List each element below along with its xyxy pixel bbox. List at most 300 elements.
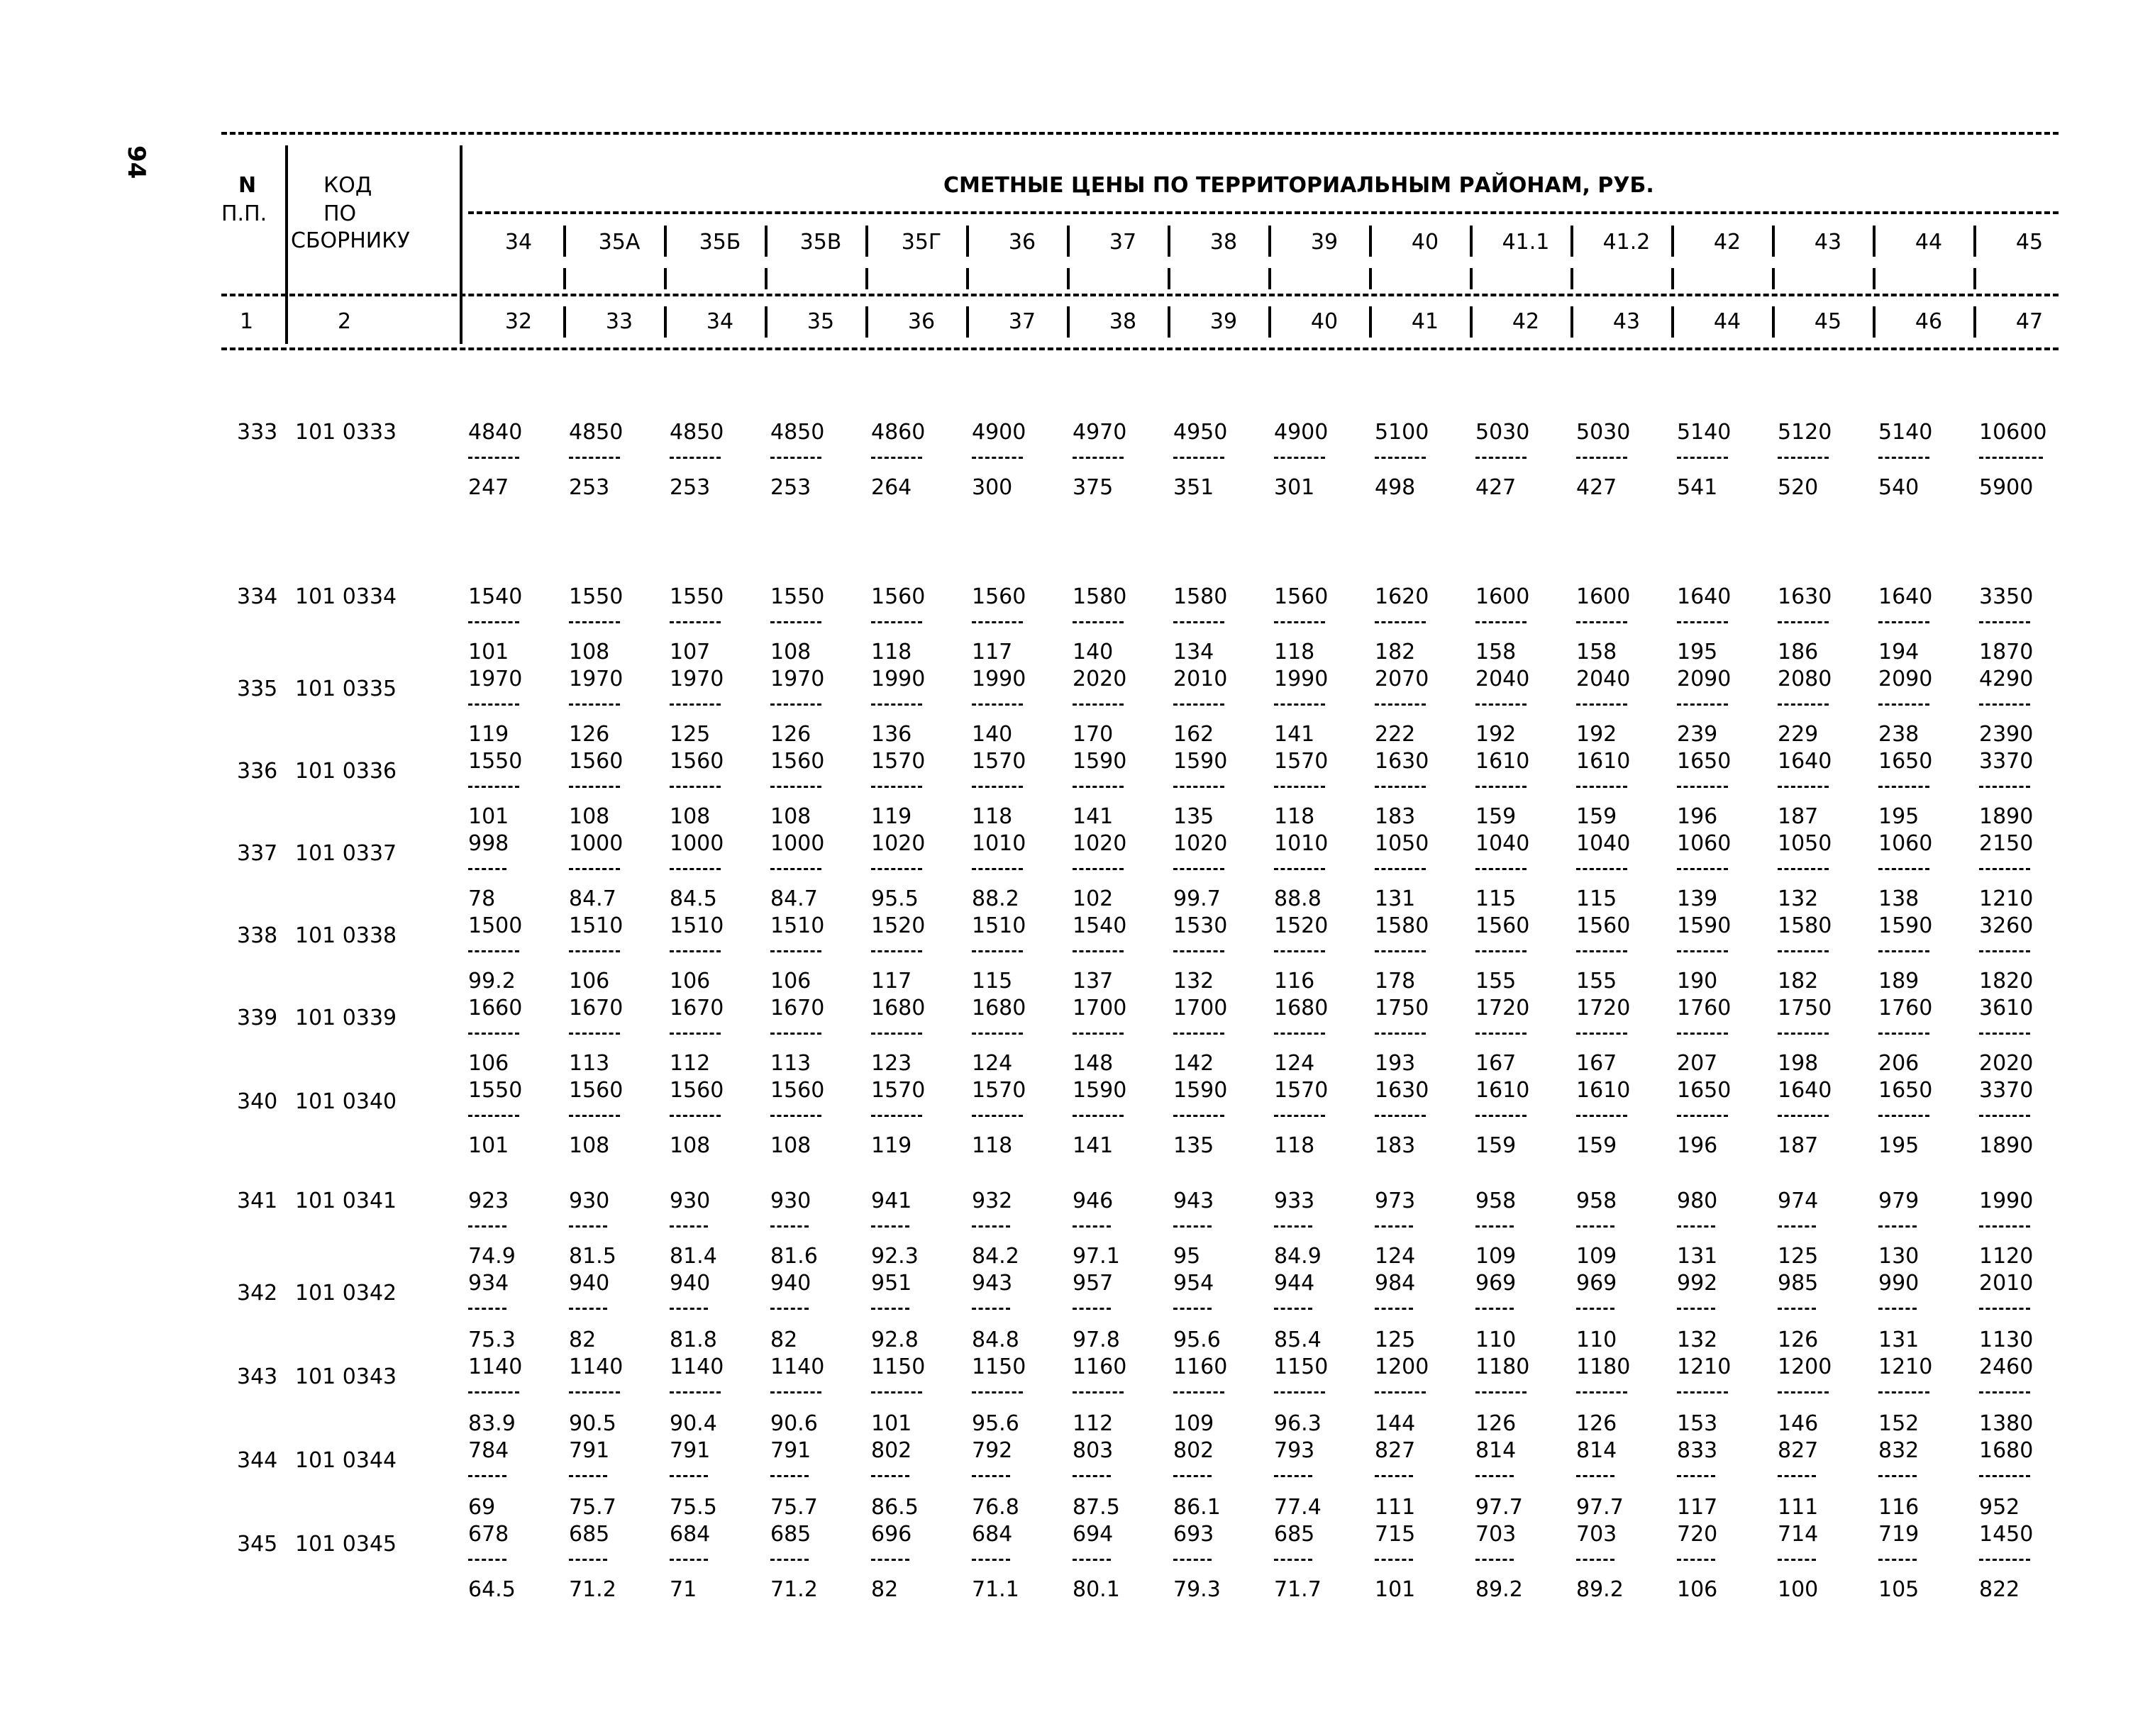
fraction-bar [770,1225,809,1228]
price-wage-cell: 1130 [1979,1328,2034,1352]
price-wage-cell: 375 [1073,475,1114,500]
price-wage-cell: 118 [1274,1133,1315,1158]
price-total-cell: 684 [670,1522,711,1547]
fraction-bar [1778,1475,1816,1477]
fraction-bar [1878,1475,1917,1477]
region-header-label: 38 [1209,230,1238,255]
fraction-bar [972,457,1023,459]
price-wage-cell: 126 [1576,1411,1617,1436]
price-total-cell: 1990 [1274,667,1329,691]
price-wage-cell: 124 [1375,1244,1416,1269]
price-wage-cell: 105 [1878,1577,1919,1602]
fraction-bar [1778,868,1829,870]
fraction-bar [670,621,721,623]
region-header-label: 40 [1411,230,1439,255]
fraction-bar [569,1115,620,1117]
fraction-bar [1778,1033,1829,1035]
fraction-bar [1576,1308,1614,1310]
price-total-cell: 1750 [1778,996,1832,1020]
price-total-cell: 1210 [1677,1354,1732,1379]
column-separator-middle [1973,268,1976,289]
price-wage-cell: 141 [1073,804,1114,829]
price-wage-cell: 84.9 [1274,1244,1322,1269]
price-total-cell: 1550 [569,584,624,609]
price-total-cell: 923 [468,1189,509,1213]
price-wage-cell: 2020 [1979,1051,2034,1076]
fraction-bar [1475,1391,1527,1393]
price-wage-cell: 142 [1173,1051,1214,1076]
fraction-bar [1576,457,1627,459]
price-wage-cell: 136 [871,722,912,747]
price-wage-cell: 190 [1677,969,1718,994]
column-separator-upper [1470,226,1473,257]
fraction-bar [1677,1115,1728,1117]
fraction-bar [1778,1391,1829,1393]
price-total-cell: 5030 [1576,420,1631,445]
fraction-bar [1878,1225,1917,1228]
price-total-cell: 814 [1475,1438,1517,1463]
price-wage-cell: 90.5 [569,1411,616,1436]
price-wage-cell: 113 [770,1051,811,1076]
price-total-cell: 1140 [670,1354,724,1379]
price-wage-cell: 106 [670,969,711,994]
price-total-cell: 1570 [871,1078,926,1103]
price-wage-cell: 71.2 [770,1577,818,1602]
price-wage-cell: 1820 [1979,969,2034,994]
fraction-bar [871,621,922,623]
price-total-cell: 2010 [1979,1271,2034,1296]
fraction-bar [1173,457,1224,459]
region-index-label: 41 [1411,309,1439,334]
price-wage-cell: 92.8 [871,1328,919,1352]
price-total-cell: 1700 [1173,996,1228,1020]
price-wage-cell: 186 [1778,640,1819,664]
header-col-kod2: ПО [323,201,357,226]
fraction-bar [1375,621,1426,623]
row-number: 345 [237,1532,278,1557]
price-total-cell: 979 [1878,1189,1919,1213]
price-wage-cell: 69 [468,1495,496,1520]
price-wage-cell: 64.5 [468,1577,516,1602]
price-wage-cell: 195 [1677,640,1718,664]
price-wage-cell: 123 [871,1051,912,1076]
price-wage-cell: 300 [972,475,1013,500]
fraction-bar [1173,1225,1212,1228]
price-wage-cell: 84.2 [972,1244,1019,1269]
price-total-cell: 930 [569,1189,610,1213]
price-total-cell: 1000 [569,831,624,856]
row-code: 101 0333 [295,420,397,445]
fraction-bar [1274,1308,1312,1310]
price-wage-cell: 158 [1475,640,1517,664]
fraction-bar [1778,621,1829,623]
price-total-cell: 1550 [468,749,523,774]
column-separator-middle [563,268,566,289]
column-separator-lower [765,306,768,338]
fraction-bar [670,1033,721,1035]
fraction-bar [468,457,519,459]
fraction-bar [1475,1559,1514,1561]
column-separator-middle [1369,268,1372,289]
row-number: 333 [237,420,278,445]
price-total-cell: 4850 [569,420,624,445]
fraction-bar [1073,1225,1111,1228]
price-wage-cell: 170 [1073,722,1114,747]
price-total-cell: 1990 [1979,1189,2034,1213]
price-total-cell: 4900 [1274,420,1329,445]
fraction-bar [972,1475,1010,1477]
fraction-bar [1979,950,2030,952]
row-number: 342 [237,1281,278,1306]
fraction-bar [1979,786,2030,788]
price-total-cell: 1150 [1274,1354,1329,1379]
price-wage-cell: 116 [1274,969,1315,994]
price-wage-cell: 193 [1375,1051,1416,1076]
price-wage-cell: 110 [1475,1328,1517,1352]
region-header-label: 42 [1713,230,1741,255]
price-total-cell: 944 [1274,1271,1315,1296]
price-wage-cell: 107 [670,640,711,664]
column-separator-lower [1470,306,1473,338]
price-wage-cell: 116 [1878,1495,1919,1520]
price-total-cell: 1540 [1073,913,1127,938]
price-wage-cell: 195 [1878,1133,1919,1158]
price-total-cell: 684 [972,1522,1013,1547]
fraction-bar [1878,1559,1917,1561]
fraction-bar [569,786,620,788]
price-total-cell: 1020 [871,831,926,856]
price-total-cell: 1010 [1274,831,1329,856]
column-separator-lower [563,306,566,338]
price-total-cell: 980 [1677,1189,1718,1213]
row-number: 337 [237,841,278,866]
price-total-cell: 10600 [1979,420,2047,445]
price-wage-cell: 101 [468,804,509,829]
price-total-cell: 685 [569,1522,610,1547]
fraction-bar [1475,457,1527,459]
price-wage-cell: 141 [1274,722,1315,747]
price-wage-cell: 126 [1778,1328,1819,1352]
price-wage-cell: 1380 [1979,1411,2034,1436]
price-total-cell: 1150 [972,1354,1026,1379]
fraction-bar [1475,786,1527,788]
fraction-bar [1878,950,1929,952]
fraction-bar [972,868,1023,870]
price-wage-cell: 106 [468,1051,509,1076]
fraction-bar [1778,950,1829,952]
row-code: 101 0338 [295,923,397,948]
price-wage-cell: 1870 [1979,640,2034,664]
price-wage-cell: 109 [1576,1244,1617,1269]
fraction-bar [1576,1475,1614,1477]
fraction-bar [770,1308,809,1310]
region-index-label: 46 [1915,309,1943,334]
price-wage-cell: 97.7 [1475,1495,1523,1520]
region-index-label: 47 [2015,309,2044,334]
price-wage-cell: 85.4 [1274,1328,1322,1352]
price-wage-cell: 77.4 [1274,1495,1322,1520]
fraction-bar [1979,1225,2030,1228]
fraction-bar [871,1115,922,1117]
price-wage-cell: 115 [1576,886,1617,911]
row-code: 101 0345 [295,1532,397,1557]
price-wage-cell: 75.5 [670,1495,717,1520]
fraction-bar [770,621,821,623]
price-total-cell: 1010 [972,831,1026,856]
fraction-bar [871,1225,909,1228]
column-separator-lower [1268,306,1271,338]
price-wage-cell: 2390 [1979,722,2034,747]
price-total-cell: 1610 [1576,749,1631,774]
price-total-cell: 4290 [1979,667,2034,691]
price-total-cell: 1550 [770,584,825,609]
price-total-cell: 1560 [871,584,926,609]
price-total-cell: 803 [1073,1438,1114,1463]
fraction-bar [1173,1475,1212,1477]
price-wage-cell: 247 [468,475,509,500]
price-total-cell: 3350 [1979,584,2034,609]
price-total-cell: 958 [1576,1189,1617,1213]
fraction-bar [871,457,922,459]
fraction-bar [670,1225,708,1228]
header-col-n2: П.П. [221,201,267,226]
price-wage-cell: 822 [1979,1577,2020,1602]
region-header-label: 41.2 [1602,230,1651,255]
column-separator-lower [1369,306,1372,338]
row-code: 101 0336 [295,759,397,784]
price-wage-cell: 167 [1576,1051,1617,1076]
price-total-cell: 1560 [569,1078,624,1103]
price-total-cell: 1560 [1274,584,1329,609]
price-total-cell: 954 [1173,1271,1214,1296]
price-wage-cell: 126 [569,722,610,747]
price-total-cell: 1570 [1274,749,1329,774]
fraction-bar [1274,1225,1312,1228]
fraction-bar [1274,1033,1325,1035]
price-wage-cell: 115 [972,969,1013,994]
fraction-bar [1979,621,2030,623]
fraction-bar [1778,1115,1829,1117]
fraction-bar [1677,1391,1728,1393]
price-total-cell: 715 [1375,1522,1416,1547]
price-total-cell: 1680 [1979,1438,2034,1463]
price-total-cell: 940 [670,1271,711,1296]
price-wage-cell: 138 [1878,886,1919,911]
price-wage-cell: 108 [569,1133,610,1158]
fraction-bar [1979,868,2030,870]
region-header-label: 37 [1109,230,1137,255]
price-total-cell: 802 [871,1438,912,1463]
column-separator-middle [1268,268,1271,289]
header-top-rule [221,132,2059,135]
price-wage-cell: 140 [972,722,1013,747]
region-index-label: 45 [1814,309,1842,334]
region-header-label: 35Б [699,230,741,255]
fraction-bar [972,786,1023,788]
price-wage-cell: 78 [468,886,496,911]
price-total-cell: 1650 [1878,1078,1933,1103]
fraction-bar [468,1559,506,1561]
price-total-cell: 1560 [972,584,1026,609]
fraction-bar [1073,786,1124,788]
price-wage-cell: 113 [569,1051,610,1076]
price-total-cell: 1760 [1677,996,1732,1020]
price-total-cell: 827 [1778,1438,1819,1463]
column-separator-upper [966,226,969,257]
fraction-bar [1677,1475,1715,1477]
price-total-cell: 1610 [1475,749,1530,774]
fraction-bar [569,1225,607,1228]
price-total-cell: 1590 [1173,749,1228,774]
price-wage-cell: 83.9 [468,1411,516,1436]
price-wage-cell: 159 [1576,1133,1617,1158]
price-wage-cell: 158 [1576,640,1617,664]
fraction-bar [871,950,922,952]
price-total-cell: 791 [569,1438,610,1463]
fraction-bar [1576,950,1627,952]
price-wage-cell: 95 [1173,1244,1201,1269]
region-index-label: 33 [605,309,633,334]
price-wage-cell: 71.1 [972,1577,1019,1602]
price-total-cell: 2070 [1375,667,1429,691]
fraction-bar [1073,621,1124,623]
price-wage-cell: 96.3 [1274,1411,1322,1436]
price-total-cell: 934 [468,1271,509,1296]
price-wage-cell: 95.5 [871,886,919,911]
column-separator-lower [1671,306,1674,338]
fraction-bar [1375,1115,1426,1117]
price-wage-cell: 125 [1375,1328,1416,1352]
fraction-bar [1878,1115,1929,1117]
fraction-bar [871,1559,909,1561]
region-index-label: 38 [1109,309,1137,334]
price-wage-cell: 106 [770,969,811,994]
region-header-label: 36 [1008,230,1036,255]
fraction-bar [468,1475,506,1477]
price-total-cell: 1560 [569,749,624,774]
price-total-cell: 5120 [1778,420,1832,445]
fraction-bar [569,1391,620,1393]
price-total-cell: 940 [770,1271,811,1296]
price-total-cell: 1650 [1878,749,1933,774]
price-wage-cell: 117 [972,640,1013,664]
price-total-cell: 1000 [770,831,825,856]
fraction-bar [1878,1308,1917,1310]
price-total-cell: 998 [468,831,509,856]
price-wage-cell: 187 [1778,1133,1819,1158]
column-separator-upper [1369,226,1372,257]
fraction-bar [1677,868,1728,870]
column-separator-middle [765,268,768,289]
price-total-cell: 791 [770,1438,811,1463]
price-total-cell: 1560 [1475,913,1530,938]
row-code: 101 0341 [295,1189,397,1213]
page-number: 94 [122,145,150,179]
price-total-cell: 1600 [1475,584,1530,609]
row-number: 335 [237,677,278,701]
price-wage-cell: 92.3 [871,1244,919,1269]
price-total-cell: 4900 [972,420,1026,445]
price-total-cell: 793 [1274,1438,1315,1463]
price-total-cell: 2020 [1073,667,1127,691]
fraction-bar [1677,703,1728,706]
price-wage-cell: 81.5 [569,1244,616,1269]
price-wage-cell: 108 [670,1133,711,1158]
price-total-cell: 1570 [972,1078,1026,1103]
fraction-bar [1576,703,1627,706]
price-total-cell: 1160 [1073,1354,1127,1379]
column-separator-lower [664,306,667,338]
row-code: 101 0335 [295,677,397,701]
price-wage-cell: 427 [1475,475,1517,500]
fraction-bar [1778,786,1829,788]
fraction-bar [1375,703,1426,706]
fraction-bar [1677,1559,1715,1561]
price-wage-cell: 119 [871,804,912,829]
price-total-cell: 2460 [1979,1354,2034,1379]
fraction-bar [1173,1308,1212,1310]
price-wage-cell: 119 [468,722,509,747]
region-index-label: 39 [1209,309,1238,334]
price-wage-cell: 117 [1677,1495,1718,1520]
price-wage-cell: 196 [1677,804,1718,829]
price-total-cell: 1050 [1375,831,1429,856]
price-total-cell: 2150 [1979,831,2034,856]
price-total-cell: 930 [770,1189,811,1213]
fraction-bar [468,621,519,623]
price-total-cell: 1650 [1677,749,1732,774]
price-wage-cell: 137 [1073,969,1114,994]
price-total-cell: 1060 [1677,831,1732,856]
price-wage-cell: 118 [972,804,1013,829]
price-wage-cell: 84.7 [770,886,818,911]
price-wage-cell: 155 [1576,969,1617,994]
price-wage-cell: 253 [569,475,610,500]
fraction-bar [1274,1475,1312,1477]
price-wage-cell: 253 [670,475,711,500]
price-total-cell: 1640 [1878,584,1933,609]
column-separator-upper [865,226,868,257]
price-total-cell: 694 [1073,1522,1114,1547]
price-total-cell: 1580 [1073,584,1127,609]
fraction-bar [1979,703,2030,706]
price-wage-cell: 109 [1475,1244,1517,1269]
fraction-bar [1677,1033,1728,1035]
fraction-bar [670,703,721,706]
price-total-cell: 1520 [1274,913,1329,938]
column-separator-upper [1671,226,1674,257]
price-wage-cell: 71.2 [569,1577,616,1602]
column-separator-upper [563,226,566,257]
fraction-bar [1677,786,1728,788]
fraction-bar [1073,868,1124,870]
price-wage-cell: 222 [1375,722,1416,747]
fraction-bar [670,1308,708,1310]
fraction-bar [972,1115,1023,1117]
price-wage-cell: 132 [1173,969,1214,994]
price-wage-cell: 146 [1778,1411,1819,1436]
fraction-bar [468,1308,506,1310]
fraction-bar [1677,621,1728,623]
price-total-cell: 1200 [1375,1354,1429,1379]
column-separator-upper [1168,226,1170,257]
fraction-bar [972,621,1023,623]
region-index-label: 43 [1612,309,1641,334]
price-total-cell: 2040 [1576,667,1631,691]
price-wage-cell: 101 [468,640,509,664]
price-wage-cell: 130 [1878,1244,1919,1269]
row-code: 101 0334 [295,584,397,609]
